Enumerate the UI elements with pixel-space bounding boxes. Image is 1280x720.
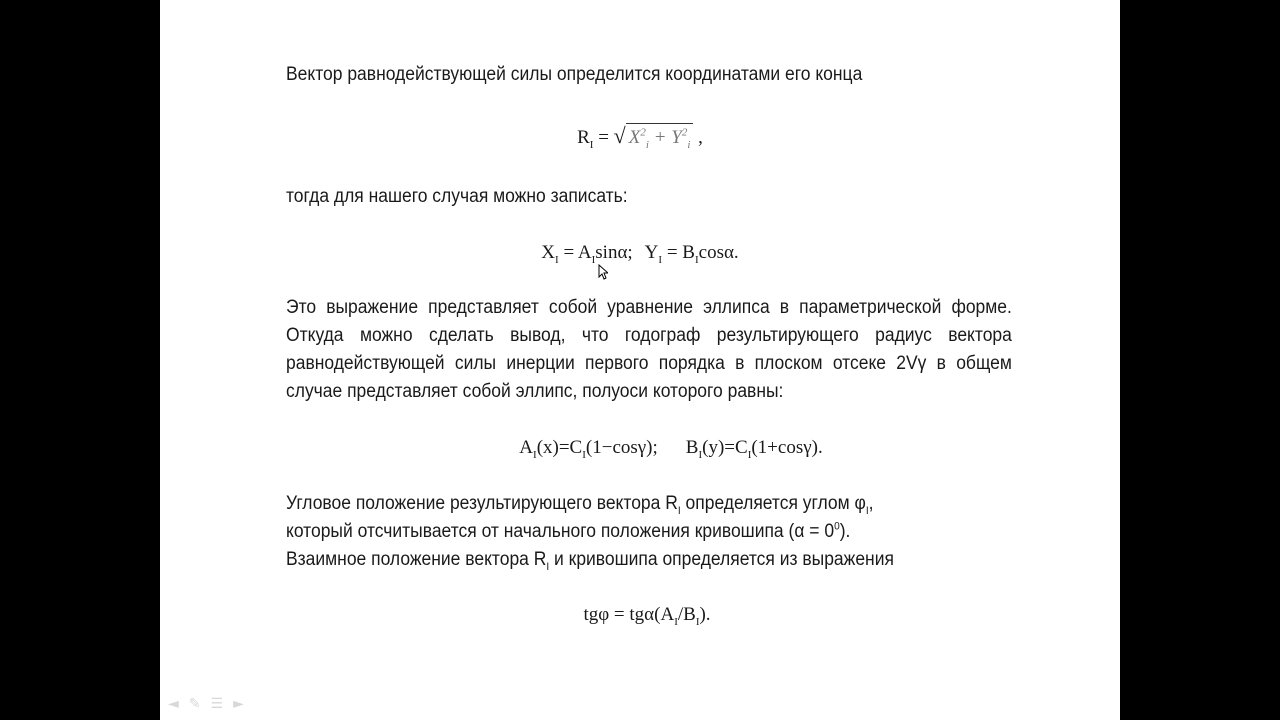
f2-y-rhs: = B xyxy=(662,242,695,263)
paragraph-2 xyxy=(286,183,954,211)
f2-x-end: sinα; xyxy=(595,242,633,263)
p4-sub2: I xyxy=(865,504,869,517)
f4-mid: /B xyxy=(677,604,696,625)
f3-c2-sub: I xyxy=(747,448,752,461)
sqrt-icon: √ xyxy=(613,123,626,148)
f2-b-sub: I xyxy=(694,253,699,266)
f3-a: A xyxy=(519,437,534,458)
pen-icon[interactable]: ✎ xyxy=(188,696,201,712)
paragraph-1 xyxy=(286,61,954,89)
formula-resultant-magnitude xyxy=(160,122,1120,152)
menu-icon[interactable]: ☰ xyxy=(210,696,224,712)
p4-line2: который отсчитывается от начального положения кривошипа (α = 0 xyxy=(286,521,835,542)
p4-line2-end: ). xyxy=(839,521,851,542)
f2-x-rhs: = A xyxy=(558,242,592,263)
f1-sub: I xyxy=(589,138,594,151)
slide-nav-bar xyxy=(168,696,244,712)
f1-x-sub: i xyxy=(645,138,649,151)
p4-line1-end: определяется углом φ xyxy=(680,493,866,514)
formula-coordinates xyxy=(160,239,1120,267)
p5-sub: I xyxy=(546,560,550,573)
f3-c1-sub: I xyxy=(582,448,586,461)
f3-a-sub: I xyxy=(533,448,537,461)
formula-semi-axes xyxy=(160,434,1120,462)
f3-a-end: (1−cosγ); xyxy=(585,437,658,458)
p4-sub1: I xyxy=(677,504,681,517)
f1-tail: , xyxy=(693,127,703,148)
p4-sup: 0 xyxy=(834,520,840,533)
f3-a-mid: (x)=C xyxy=(536,437,583,458)
f1-x-sup: 2 xyxy=(640,126,646,139)
f3-b-mid: (y)=C xyxy=(702,437,748,458)
p5-end: и кривошипа определяется из выражения xyxy=(549,549,894,570)
slide xyxy=(160,0,1120,720)
next-slide-icon[interactable]: ► xyxy=(233,696,244,712)
p4-line1-tail: , xyxy=(868,493,874,514)
f2-x-sub: I xyxy=(555,253,559,266)
paragraph-5 xyxy=(286,546,954,574)
f2-x: X xyxy=(541,242,556,263)
f4-b-sub: I xyxy=(695,615,700,628)
mouse-cursor-icon xyxy=(598,264,608,280)
paragraph-4 xyxy=(286,490,1012,546)
p5-start: Взаимное положение вектора R xyxy=(286,549,547,570)
p4-line1: Угловое положение результирующего вектора R xyxy=(286,493,678,514)
f3-b-end: (1+cosγ). xyxy=(751,437,823,458)
f1-x: X xyxy=(628,127,641,148)
f4-start: tgφ = tgα(A xyxy=(583,604,675,625)
paragraph-3 xyxy=(286,294,1012,406)
f1-y: Y xyxy=(671,127,682,148)
f2-y: Y xyxy=(644,242,659,263)
f1-y-sup: 2 xyxy=(681,126,688,139)
f2-a-sub: I xyxy=(591,253,596,266)
paragraph-2-text: тогда для нашего случая можно записать: xyxy=(286,186,628,207)
formula-angle xyxy=(160,601,1120,629)
f4-a-sub: I xyxy=(674,615,678,628)
f4-end: ). xyxy=(699,604,711,625)
previous-slide-icon[interactable]: ◄ xyxy=(168,696,179,712)
f1-eq: = xyxy=(593,127,614,148)
f2-y-end: cosα. xyxy=(698,242,739,263)
paragraph-1-text: Вектор равнодействующей силы определится координатами его конца xyxy=(286,64,863,85)
paragraph-3-text: Это выражение представляет собой уравнение эллипса в параметрической форме. Откуда можно сделать вывод, что годограф результирующего радиус вектора равнодействующей силы инерции первого порядка в плоском отсеке 2Vγ в общем случае представляет собой эллипс, полуоси которого равны: xyxy=(286,297,1012,402)
f1-plus: + xyxy=(648,127,672,148)
f1-lhs: R xyxy=(577,127,590,148)
f2-y-sub: I xyxy=(658,253,663,266)
f1-y-sub: i xyxy=(687,138,691,151)
f3-b: B xyxy=(685,437,699,458)
f3-b-sub: I xyxy=(698,448,703,461)
f1-radicand xyxy=(626,123,694,152)
